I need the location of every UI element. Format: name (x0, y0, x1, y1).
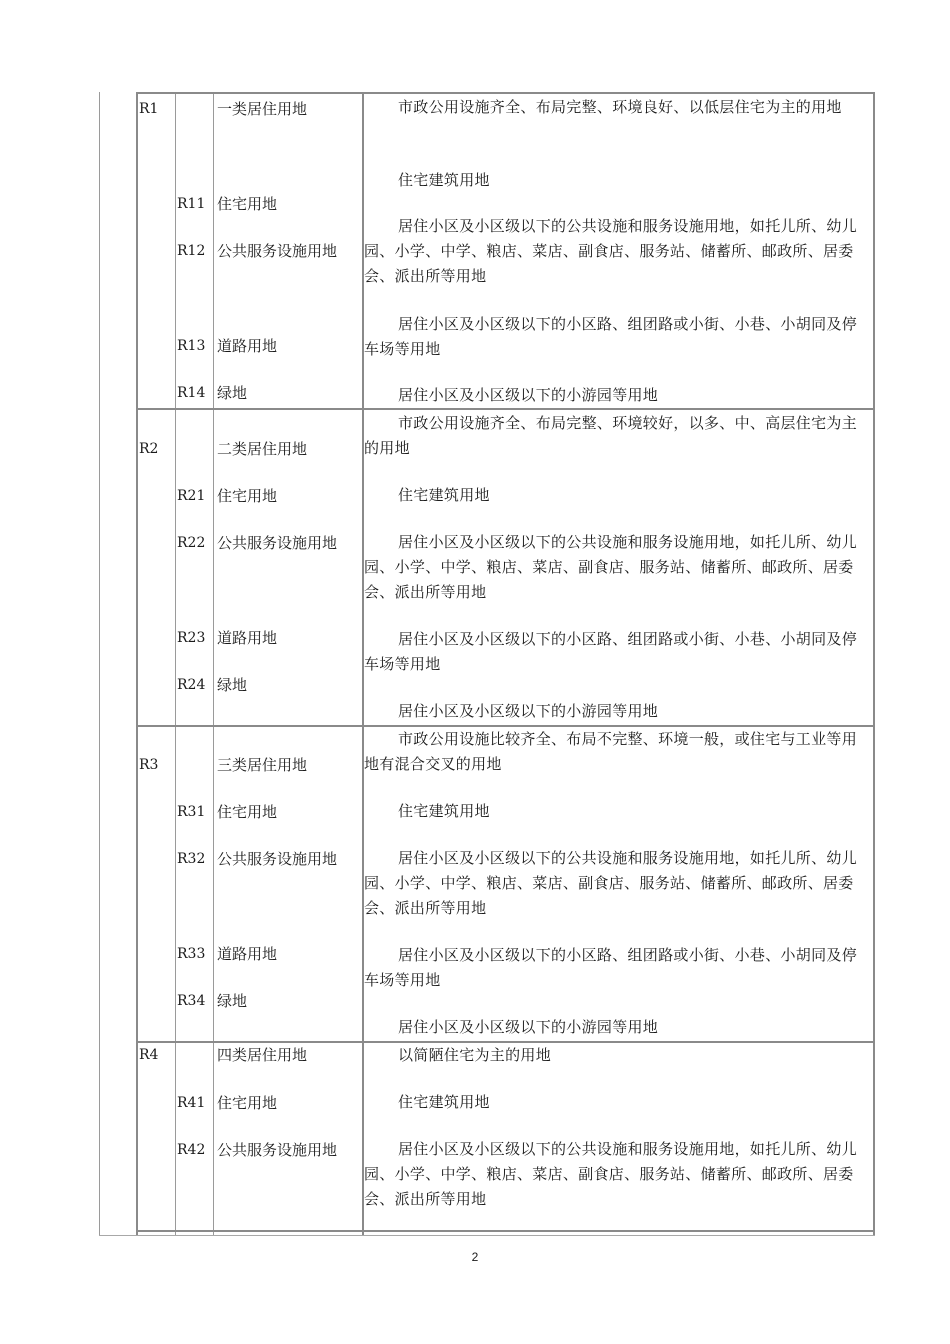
item-code: R24 (177, 677, 206, 693)
section-code: R4 (139, 1047, 159, 1063)
section-name: 二类居住用地 (217, 440, 308, 458)
item-description: 居住小区及小区级以下的公共设施和服务设施用地，如托儿所、幼儿园、小学、中学、粮店、菜店、副食店、服务站、储蓄所、邮政所、居委会、派出所等用地 (364, 849, 858, 917)
section-name: 三类居住用地 (217, 756, 308, 774)
item-name: 道路用地 (217, 337, 278, 355)
item-code: R41 (177, 1095, 206, 1111)
item-code: R12 (177, 243, 206, 259)
item-name: 道路用地 (217, 629, 278, 647)
item-name: 住宅用地 (217, 1094, 278, 1112)
item-description: 居住小区及小区级以下的小区路、组团路或小街、小巷、小胡同及停车场等用地 (364, 630, 858, 673)
item-description: 住宅建筑用地 (398, 1093, 490, 1111)
section-description: 市政公用设施比较齐全、布局不完整、环境一般，或住宅与工业等用地有混合交叉的用地 (364, 730, 858, 773)
item-description: 住宅建筑用地 (398, 171, 490, 189)
section-code: R3 (139, 757, 159, 773)
section-description: 市政公用设施齐全、布局完整、环境较好，以多、中、高层住宅为主的用地 (364, 414, 858, 457)
item-description: 居住小区及小区级以下的公共设施和服务设施用地，如托儿所、幼儿园、小学、中学、粮店、菜店、副食店、服务站、储蓄所、邮政所、居委会、派出所等用地 (364, 217, 858, 285)
item-code: R14 (177, 385, 206, 401)
item-name: 绿地 (217, 992, 248, 1010)
item-code: R34 (177, 993, 206, 1009)
item-name: 住宅用地 (217, 487, 278, 505)
item-name: 绿地 (217, 676, 248, 694)
item-code: R22 (177, 535, 206, 551)
item-description: 居住小区及小区级以下的公共设施和服务设施用地，如托儿所、幼儿园、小学、中学、粮店、菜店、副食店、服务站、储蓄所、邮政所、居委会、派出所等用地 (364, 533, 858, 601)
item-code: R11 (177, 196, 206, 212)
item-name: 公共服务设施用地 (217, 534, 338, 552)
item-name: 公共服务设施用地 (217, 850, 338, 868)
item-code: R31 (177, 804, 206, 820)
item-name: 道路用地 (217, 945, 278, 963)
item-description: 住宅建筑用地 (398, 802, 490, 820)
item-description: 居住小区及小区级以下的小游园等用地 (398, 386, 659, 404)
section-description: 市政公用设施齐全、布局完整、环境良好、以低层住宅为主的用地 (398, 98, 842, 116)
item-name: 绿地 (217, 384, 248, 402)
item-description: 住宅建筑用地 (398, 486, 490, 504)
item-code: R13 (177, 338, 206, 354)
item-code: R23 (177, 630, 206, 646)
item-code: R32 (177, 851, 206, 867)
item-description: 居住小区及小区级以下的小游园等用地 (398, 1018, 659, 1036)
item-description: 居住小区及小区级以下的小游园等用地 (398, 702, 659, 720)
section-name: 一类居住用地 (217, 100, 308, 118)
item-code: R33 (177, 946, 206, 962)
item-description: 居住小区及小区级以下的公共设施和服务设施用地，如托儿所、幼儿园、小学、中学、粮店、菜店、副食店、服务站、储蓄所、邮政所、居委会、派出所等用地 (364, 1140, 858, 1208)
section-name: 四类居住用地 (217, 1046, 308, 1064)
item-code: R42 (177, 1142, 206, 1158)
item-name: 公共服务设施用地 (217, 242, 338, 260)
item-name: 住宅用地 (217, 195, 278, 213)
item-name: 住宅用地 (217, 803, 278, 821)
item-description: 居住小区及小区级以下的小区路、组团路或小街、小巷、小胡同及停车场等用地 (364, 315, 858, 358)
section-description: 以简陋住宅为主的用地 (398, 1046, 552, 1064)
section-code: R1 (139, 101, 159, 117)
item-name: 公共服务设施用地 (217, 1141, 338, 1159)
section-code: R2 (139, 441, 159, 457)
page-number: 2 (471, 1250, 479, 1264)
item-code: R21 (177, 488, 206, 504)
item-description: 居住小区及小区级以下的小区路、组团路或小街、小巷、小胡同及停车场等用地 (364, 946, 858, 989)
